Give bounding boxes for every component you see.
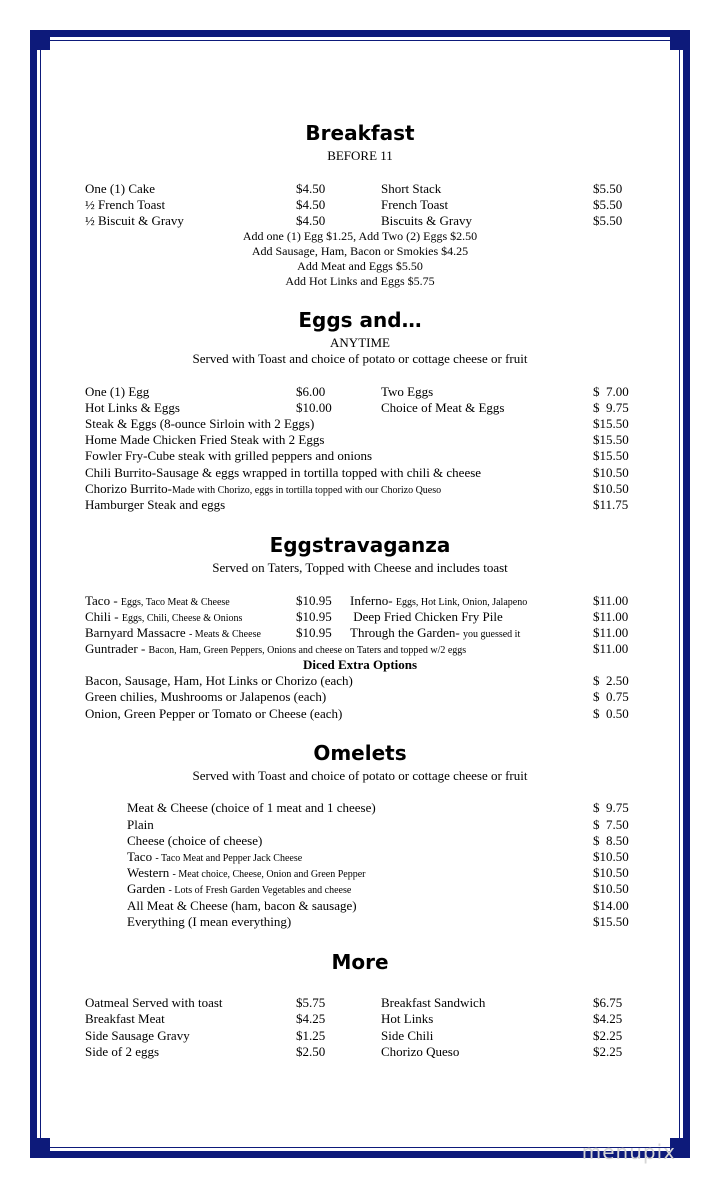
menu-item-name: Short Stack bbox=[381, 181, 442, 196]
menu-item-name: One (1) Egg bbox=[85, 384, 150, 399]
menu-item-price: $10.50 bbox=[593, 465, 629, 480]
breakfast-subtitle: BEFORE 11 bbox=[327, 148, 393, 163]
menu-item-name: Taco - bbox=[85, 593, 121, 608]
menu-item-name: French Toast bbox=[381, 197, 449, 212]
menu-item bbox=[127, 865, 366, 882]
menu-item-name: Guntrader - bbox=[85, 641, 149, 656]
menu-item-price: $1.25 bbox=[296, 1028, 326, 1043]
menu-item-name: Plain bbox=[127, 817, 154, 832]
menu-item-name: ½ Biscuit & Gravy bbox=[85, 213, 184, 228]
corner-ornament bbox=[36, 1138, 50, 1152]
menu-item-name: Two Eggs bbox=[381, 384, 434, 399]
menu-item-name: Everything (I mean everything) bbox=[127, 914, 292, 929]
menu-item-price: $10.95 bbox=[296, 625, 332, 640]
menu-item-price: $10.95 bbox=[296, 609, 332, 624]
menu-item-name: Breakfast Meat bbox=[85, 1011, 165, 1026]
menu-item-name: Chili - bbox=[85, 609, 122, 624]
menu-item-price: $10.50 bbox=[593, 481, 629, 496]
menu-item-name: Chili Burrito-Sausage & eggs wrapped in tortilla topped with chili & cheese bbox=[85, 465, 482, 480]
menu-item-name: Cheese (choice of cheese) bbox=[127, 833, 263, 848]
omelets-heading: Omelets bbox=[313, 741, 407, 765]
menu-item-price: $ 7.00 bbox=[593, 384, 629, 399]
menu-item-price: $14.00 bbox=[593, 898, 629, 913]
menu-item-name: Home Made Chicken Fried Steak with 2 Eggs bbox=[85, 432, 325, 447]
menu-item-price: $2.25 bbox=[593, 1028, 623, 1043]
menu-item-name: Choice of Meat & Eggs bbox=[381, 400, 505, 415]
option-price: $ 0.75 bbox=[593, 689, 629, 704]
menu-item-name: Side of 2 eggs bbox=[85, 1044, 160, 1059]
menu-item bbox=[350, 625, 520, 642]
menu-item-price: $4.50 bbox=[296, 181, 326, 196]
breakfast-heading: Breakfast bbox=[305, 121, 415, 145]
option-price: $ 0.50 bbox=[593, 706, 629, 721]
menu-item-desc: - Meat choice, Cheese, Onion and Green Pepper bbox=[172, 869, 366, 880]
menu-item-desc: - Lots of Fresh Garden Vegetables and cheese bbox=[168, 885, 352, 896]
menu-item-name: Through the Garden- bbox=[350, 625, 463, 640]
addon-line: Add Hot Links and Eggs $5.75 bbox=[285, 274, 435, 288]
menu-item-name: Fowler Fry-Cube steak with grilled peppers and onions bbox=[85, 448, 373, 463]
menu-item-desc: you guessed it bbox=[463, 629, 521, 640]
menu-item-name: Steak & Eggs (8-ounce Sirloin with 2 Eggs) bbox=[85, 416, 315, 431]
eggs-subtitle: ANYTIME bbox=[330, 335, 390, 350]
menu-item bbox=[85, 481, 441, 498]
menu-item-desc: Eggs, Taco Meat & Cheese bbox=[120, 597, 230, 608]
menu-item-price: $10.00 bbox=[296, 400, 332, 415]
menu-item-name: Garden bbox=[127, 881, 169, 896]
watermark: menupix bbox=[581, 1140, 676, 1164]
menu-item-name: ½ French Toast bbox=[85, 197, 166, 212]
menu-item-price: $11.75 bbox=[593, 497, 629, 512]
menu-item-price: $ 8.50 bbox=[593, 833, 629, 848]
menu-item-name: Taco bbox=[127, 849, 156, 864]
option-name: Bacon, Sausage, Ham, Hot Links or Chorizo (each) bbox=[85, 673, 353, 688]
menu-item-name: Deep Fried Chicken Fry Pile bbox=[350, 609, 503, 624]
addon-line: Add Sausage, Ham, Bacon or Smokies $4.25 bbox=[251, 244, 469, 258]
menu-item-price: $6.75 bbox=[593, 995, 623, 1010]
menu-item-name: Hot Links bbox=[381, 1011, 434, 1026]
menu-item bbox=[350, 593, 527, 610]
menu-item-desc: - Taco Meat and Pepper Jack Cheese bbox=[155, 853, 303, 864]
eggstravaganza-served-note: Served on Taters, Topped with Cheese and includes toast bbox=[212, 560, 508, 575]
menu-item-price: $5.50 bbox=[593, 197, 623, 212]
option-name: Green chilies, Mushrooms or Jalapenos (each) bbox=[85, 689, 327, 704]
menu-item-name: Biscuits & Gravy bbox=[381, 213, 472, 228]
menu-item-name: One (1) Cake bbox=[85, 181, 156, 196]
menu-item-name: Inferno- bbox=[350, 593, 396, 608]
menu-item-name: Side Sausage Gravy bbox=[85, 1028, 190, 1043]
menu-item-price: $2.25 bbox=[593, 1044, 623, 1059]
eggs-heading: Eggs and… bbox=[298, 308, 422, 332]
menu-item-price: $5.75 bbox=[296, 995, 326, 1010]
menu-item-price: $6.00 bbox=[296, 384, 326, 399]
menu-item-name: Side Chili bbox=[381, 1028, 434, 1043]
menu-item-price: $10.50 bbox=[593, 849, 629, 864]
menu-item-price: $4.25 bbox=[593, 1011, 623, 1026]
menu-item bbox=[85, 609, 242, 626]
menu-item-price: $4.50 bbox=[296, 197, 326, 212]
menu-item-price: $11.00 bbox=[593, 641, 629, 656]
option-price: $ 2.50 bbox=[593, 673, 629, 688]
menu-item-price: $15.50 bbox=[593, 914, 629, 929]
menu-item-price: $ 7.50 bbox=[593, 817, 629, 832]
menu-item-desc: Eggs, Hot Link, Onion, Jalapeno bbox=[395, 597, 528, 608]
menu-item-name: Hot Links & Eggs bbox=[85, 400, 180, 415]
options-heading: Diced Extra Options bbox=[302, 657, 418, 672]
menu-item-desc: Eggs, Chili, Cheese & Onions bbox=[121, 613, 243, 624]
menu-item bbox=[85, 625, 261, 642]
eggs-served-note: Served with Toast and choice of potato or cottage cheese or fruit bbox=[192, 351, 528, 366]
menu-item-price: $5.50 bbox=[593, 213, 623, 228]
menu-item-price: $11.00 bbox=[593, 609, 629, 624]
menu-item-name: All Meat & Cheese (ham, bacon & sausage) bbox=[127, 898, 357, 913]
menu-item-price: $15.50 bbox=[593, 416, 629, 431]
omelets-served-note: Served with Toast and choice of potato or cottage cheese or fruit bbox=[192, 768, 528, 783]
menu-item-price: $2.50 bbox=[296, 1044, 326, 1059]
addon-line: Add Meat and Eggs $5.50 bbox=[297, 259, 423, 273]
menu-item-price: $10.50 bbox=[593, 881, 629, 896]
menu-item-price: $4.50 bbox=[296, 213, 326, 228]
menu-item-price: $10.95 bbox=[296, 593, 332, 608]
menu-item-name: Breakfast Sandwich bbox=[381, 995, 486, 1010]
menu-item-name: Oatmeal Served with toast bbox=[85, 995, 223, 1010]
menu-item bbox=[127, 881, 351, 898]
option-name: Onion, Green Pepper or Tomato or Cheese (each) bbox=[85, 706, 343, 721]
menu-item-desc: Bacon, Ham, Green Peppers, Onions and cheese on Taters and topped w/2 eggs bbox=[148, 645, 467, 656]
more-heading: More bbox=[331, 950, 389, 974]
menu-item-name: Hamburger Steak and eggs bbox=[85, 497, 226, 512]
menu-item-name: Chorizo Queso bbox=[381, 1044, 460, 1059]
menu-item bbox=[127, 849, 302, 866]
menu-item-price: $ 9.75 bbox=[593, 400, 629, 415]
menu-item bbox=[85, 641, 466, 658]
corner-ornament bbox=[670, 36, 684, 50]
menu-item-desc: Made with Chorizo, eggs in tortilla topped with our Chorizo Queso bbox=[172, 485, 442, 496]
corner-ornament bbox=[36, 36, 50, 50]
menu-item-price: $ 9.75 bbox=[593, 800, 629, 815]
menu-item-desc: - Meats & Cheese bbox=[188, 629, 261, 640]
menu-item bbox=[85, 593, 230, 610]
eggstravaganza-heading: Eggstravaganza bbox=[269, 533, 451, 557]
menu-item-price: $4.25 bbox=[296, 1011, 326, 1026]
menu-item-name: Western bbox=[127, 865, 173, 880]
menu-item-price: $15.50 bbox=[593, 448, 629, 463]
menu-item-price: $10.50 bbox=[593, 865, 629, 880]
addon-line: Add one (1) Egg $1.25, Add Two (2) Eggs $2.50 bbox=[242, 229, 478, 243]
menu-item-price: $5.50 bbox=[593, 181, 623, 196]
menu-item-price: $15.50 bbox=[593, 432, 629, 447]
menu-item-name: Chorizo Burrito- bbox=[85, 481, 173, 496]
menu-item-name: Barnyard Massacre bbox=[85, 625, 189, 640]
menu-item-price: $11.00 bbox=[593, 593, 629, 608]
menu-item-name: Meat & Cheese (choice of 1 meat and 1 cheese) bbox=[127, 800, 376, 815]
menu-item-price: $11.00 bbox=[593, 625, 629, 640]
